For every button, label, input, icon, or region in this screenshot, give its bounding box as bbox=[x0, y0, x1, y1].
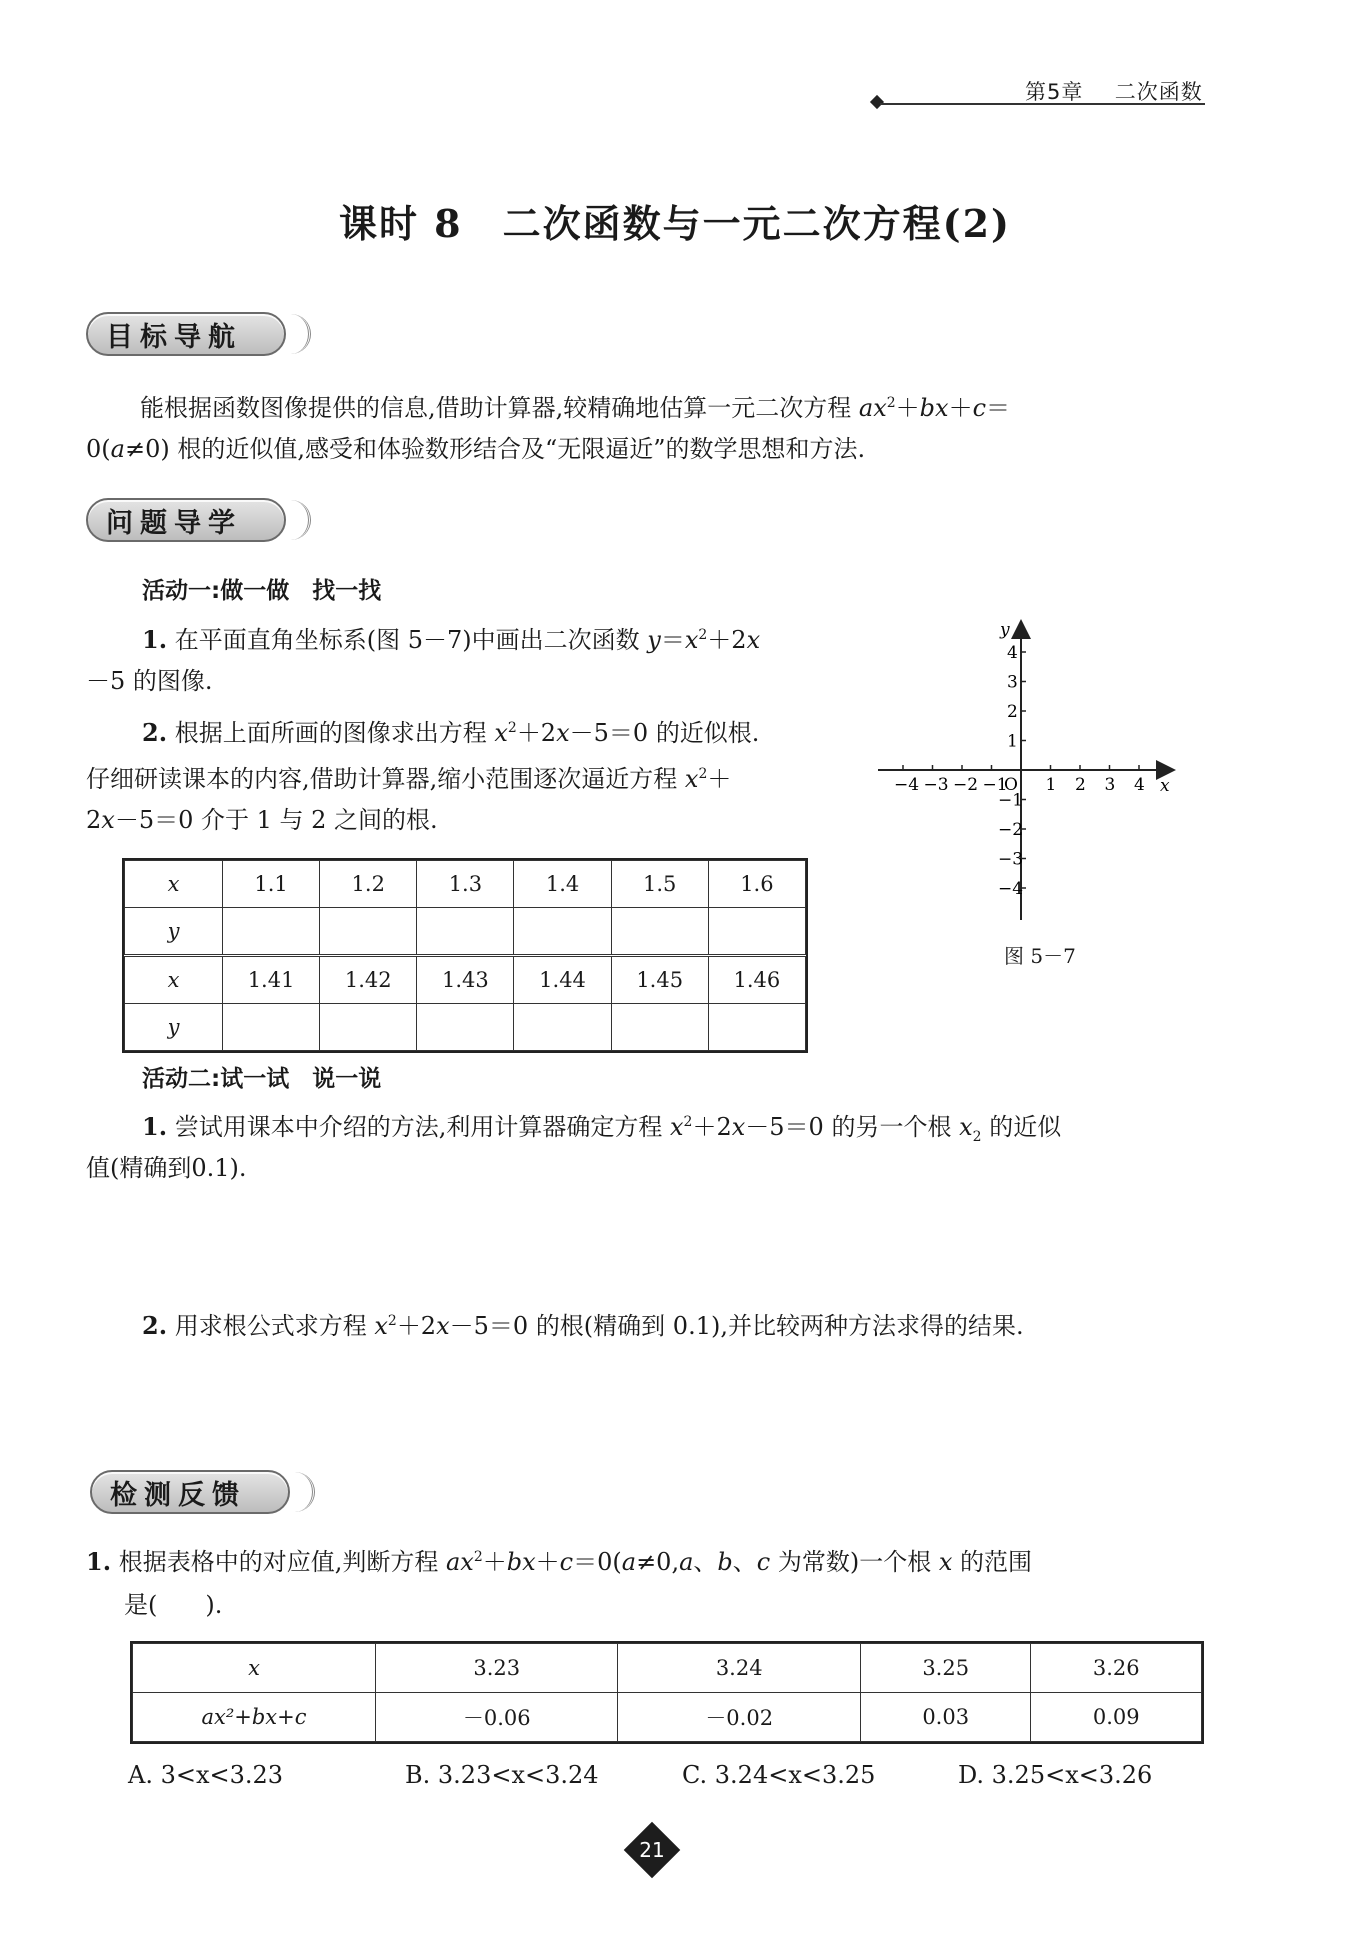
figure-caption: 图 5－7 bbox=[1004, 944, 1076, 968]
table-blank-cell[interactable] bbox=[417, 908, 514, 956]
y-tick-label: 2 bbox=[1007, 702, 1018, 722]
section-goal-tail bbox=[286, 314, 311, 354]
y-tick-label: 4 bbox=[1007, 643, 1018, 663]
table-cell: 3.24 bbox=[618, 1644, 860, 1693]
option-b[interactable]: B. 3.23<x<3.24 bbox=[405, 1761, 599, 1789]
x-tick-label: −3 bbox=[923, 775, 949, 795]
table-row bbox=[125, 861, 806, 908]
option-c[interactable]: C. 3.24<x<3.25 bbox=[682, 1761, 876, 1789]
activity1-q2-line3: 2x－5＝0 介于 1 与 2 之间的根. bbox=[86, 806, 438, 834]
table-cell: 0.09 bbox=[1031, 1693, 1202, 1742]
table-cell: 1.6 bbox=[708, 861, 805, 908]
table-cell: 1.44 bbox=[514, 956, 611, 1004]
chapter-number: 第5章 bbox=[1025, 80, 1084, 104]
table-cell: 1.41 bbox=[223, 956, 320, 1004]
x-tick-label: 4 bbox=[1134, 775, 1145, 795]
feedback-q1-line2: 是( ). bbox=[124, 1591, 223, 1619]
activity2-q2: 2. 用求根公式求方程 $x^2+2x-5=0$ 的根(精确到 0.1),并比较两种方法求得的结果. bbox=[142, 1311, 1024, 1340]
table-cell: 1.42 bbox=[320, 956, 417, 1004]
feedback-q1-line1: 1. 根据表格中的对应值,判断方程 $ax^2+bx+c=0(a\ne 0,a$、b、c 为常数)一个根 x 的范围 bbox=[86, 1547, 1033, 1576]
x-tick-label: −1 bbox=[982, 775, 1008, 795]
page-number: 21 bbox=[639, 1838, 665, 1862]
option-d[interactable]: D. 3.25<x<3.26 bbox=[958, 1761, 1153, 1789]
table-header-fx: ax²+bx+c bbox=[133, 1693, 376, 1742]
table-header-y: y bbox=[125, 908, 223, 956]
x-tick-label: 2 bbox=[1075, 775, 1086, 795]
table-cell: 1.5 bbox=[611, 861, 708, 908]
table-blank-cell[interactable] bbox=[320, 908, 417, 956]
value-table-1 bbox=[124, 860, 806, 1051]
table-blank-cell[interactable] bbox=[223, 1004, 320, 1051]
table-blank-cell[interactable] bbox=[223, 908, 320, 956]
table-cell: 1.46 bbox=[708, 956, 805, 1004]
table-cell: 1.3 bbox=[417, 861, 514, 908]
goal-equation-a: $ax^2+bx+c=$ bbox=[858, 394, 1011, 422]
table-cell: 1.45 bbox=[611, 956, 708, 1004]
table-cell: 1.1 bbox=[223, 861, 320, 908]
section-guide-tail bbox=[286, 500, 311, 540]
y-axis-label: y bbox=[1000, 620, 1010, 640]
table-cell: －0.02 bbox=[618, 1693, 860, 1742]
table-cell: 0.03 bbox=[860, 1693, 1031, 1742]
goal-equation-b: 0(a≠0) bbox=[86, 435, 178, 463]
equation-5: $ax^2+bx+c=0(a\ne 0,a$、b、c bbox=[445, 1548, 771, 1576]
chapter-title: 二次函数 bbox=[1114, 80, 1203, 104]
table-cell: 3.26 bbox=[1031, 1644, 1202, 1693]
activity2-q1-line1: 1. 尝试用课本中介绍的方法,利用计算器确定方程 $x^2+2x-5=0$ 的另一个根 $x_2$ 的近似 bbox=[142, 1112, 1062, 1145]
section-goal-label: 目标导航 bbox=[86, 312, 286, 356]
y-tick-label: −3 bbox=[998, 849, 1024, 870]
table-header-x: x bbox=[125, 956, 223, 1004]
section-check bbox=[90, 1470, 315, 1514]
option-a[interactable]: A. 3<x<3.23 bbox=[128, 1761, 284, 1789]
y-tick-label: 1 bbox=[1007, 731, 1018, 752]
activity2-title: 活动二:试一试 说一说 bbox=[142, 1066, 382, 1092]
activity1-q2-line1: 2. 根据上面所画的图像求出方程 $x^2+2x-5=0$ 的近似根. bbox=[142, 718, 760, 747]
table-cell: 3.23 bbox=[376, 1644, 618, 1693]
table-row bbox=[125, 1004, 806, 1051]
equation-2b: 2x－5＝0 bbox=[86, 806, 201, 834]
chapter-header bbox=[1025, 76, 1203, 106]
table-header-x: x bbox=[133, 1644, 376, 1693]
table-blank-cell[interactable] bbox=[514, 1004, 611, 1051]
y-tick-label: 3 bbox=[1007, 672, 1018, 693]
goal-line-1: 能根据函数图像提供的信息,借助计算器,较精确地估算一元二次方程 $ax^2+bx+c=$ bbox=[140, 394, 1011, 422]
goal-line-2: 0(a≠0) 根的近似值,感受和体验数形结合及“无限逼近”的数学思想和方法. bbox=[86, 435, 866, 463]
section-check-label: 检测反馈 bbox=[90, 1470, 290, 1514]
activity1-q1-line1: 1. 在平面直角坐标系(图 5－7)中画出二次函数 $y=x^2+2x$ bbox=[142, 625, 761, 654]
y-tick-label: −1 bbox=[998, 790, 1024, 811]
equation-3: $x^2+2x-5=0$ bbox=[669, 1113, 832, 1141]
y-tick-label: −4 bbox=[998, 879, 1024, 899]
table-row bbox=[125, 908, 806, 956]
table-blank-cell[interactable] bbox=[611, 908, 708, 956]
section-goal bbox=[86, 312, 311, 356]
activity1-q2-line2: 仔细研读课本的内容,借助计算器,缩小范围逐次逼近方程 $x^2+$ bbox=[86, 765, 732, 793]
table-blank-cell[interactable] bbox=[417, 1004, 514, 1051]
x-tick-label: −2 bbox=[953, 775, 979, 795]
x-axis-label: x bbox=[1160, 776, 1170, 796]
section-check-tail bbox=[290, 1472, 315, 1512]
origin-label: O bbox=[1004, 775, 1018, 795]
table-cell: －0.06 bbox=[376, 1693, 618, 1742]
x-tick-label: −4 bbox=[894, 775, 920, 795]
table-blank-cell[interactable] bbox=[514, 908, 611, 956]
equation-2a: $x^2+$ bbox=[684, 765, 732, 793]
activity1-q1-line2: －5 的图像. bbox=[86, 667, 213, 695]
function-expression-tail: －5 bbox=[86, 667, 133, 695]
table-header-y: y bbox=[125, 1004, 223, 1051]
table-cell: 1.4 bbox=[514, 861, 611, 908]
table-cell: 1.2 bbox=[320, 861, 417, 908]
equation-1: $x^2+2x-5=0$ bbox=[494, 719, 656, 747]
table-row bbox=[133, 1693, 1202, 1742]
table-blank-cell[interactable] bbox=[708, 1004, 805, 1051]
activity1-title: 活动一:做一做 找一找 bbox=[142, 578, 382, 604]
table-cell: 1.43 bbox=[417, 956, 514, 1004]
table-blank-cell[interactable] bbox=[320, 1004, 417, 1051]
header-diamond bbox=[870, 95, 884, 109]
y-tick-label: −2 bbox=[998, 820, 1024, 840]
table-header-x: x bbox=[125, 861, 223, 908]
activity2-q1-line2: 值(精确到0.1). bbox=[86, 1154, 247, 1182]
table-cell: 3.25 bbox=[860, 1644, 1031, 1693]
x-tick-label: 3 bbox=[1104, 775, 1116, 795]
table-row bbox=[133, 1644, 1202, 1693]
table-row bbox=[125, 956, 806, 1004]
section-guide-label: 问题导学 bbox=[86, 498, 286, 542]
value-table-2 bbox=[132, 1643, 1202, 1742]
var-x: x bbox=[938, 1548, 961, 1576]
table-blank-cell[interactable] bbox=[611, 1004, 708, 1051]
coordinate-plane[interactable] bbox=[870, 615, 1180, 930]
table-blank-cell[interactable] bbox=[708, 908, 805, 956]
x-tick-label: 1 bbox=[1045, 775, 1057, 795]
root-x2: $x_2$ bbox=[959, 1113, 982, 1145]
equation-4: $x^2+2x-5=0$ bbox=[374, 1312, 536, 1340]
section-guide bbox=[86, 498, 311, 542]
function-expression: $y=x^2+2x$ bbox=[647, 626, 761, 654]
lesson-title: 课时 8 二次函数与一元二次方程(2) bbox=[338, 201, 1012, 246]
